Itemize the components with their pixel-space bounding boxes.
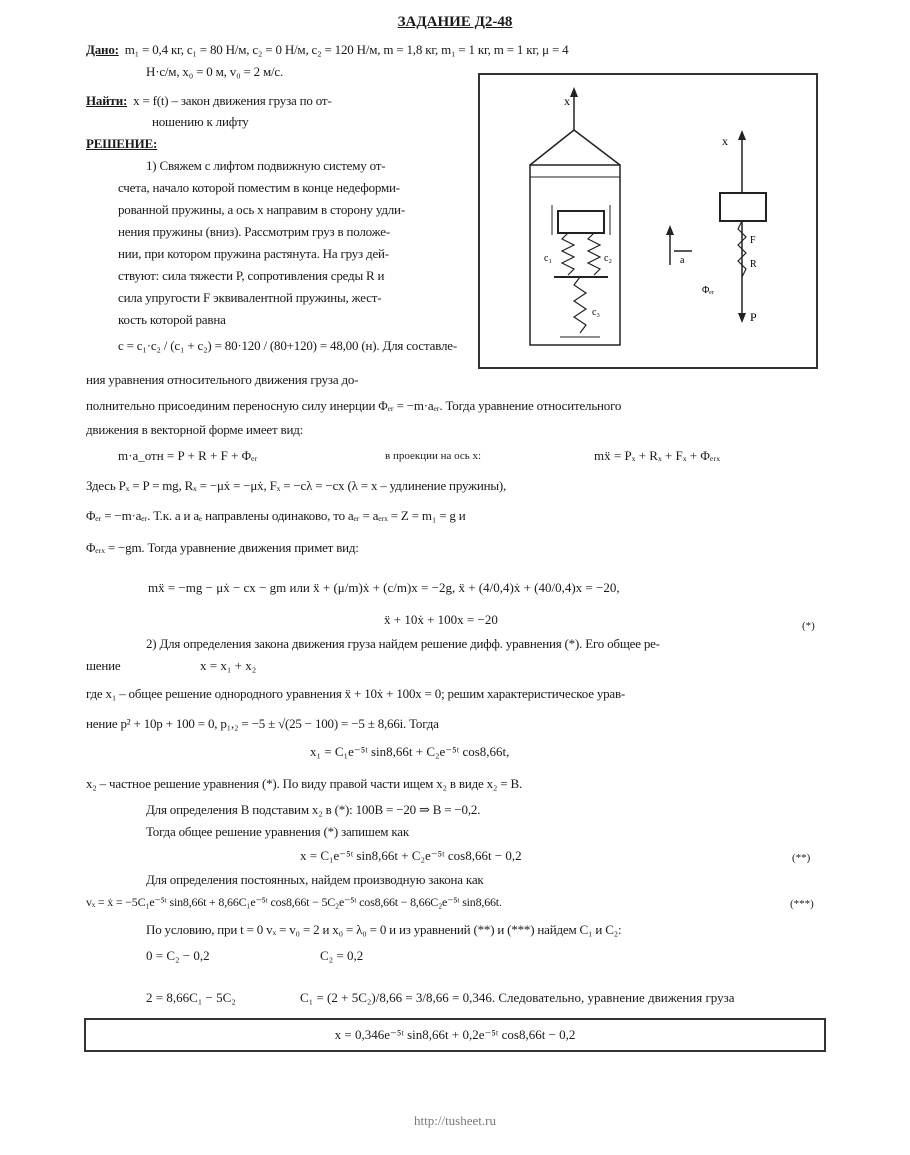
step2-line-1: 2) Для определения закона движения груза найдем решение дифф. уравнения (*). Его общее ре-: [146, 636, 660, 651]
spring-c2-icon: [588, 233, 600, 275]
text-line-11: движения в векторной форме имеет вид:: [86, 422, 304, 437]
inertia-line: Φₑᵣ = −m·aₑᵣ. Т.к. a и aₑ направлены одинаково, то aₑᵣ = aₑᵣₓ = Z = m₁ = g и: [86, 508, 466, 523]
step2-line-2: шение: [86, 658, 121, 673]
constant-equation-1a: 0 = C₂ − 0,2: [146, 948, 210, 963]
characteristic-line: нение p² + 10p + 100 = 0, p₁,₂ = −5 ± √(25 − 100) = −5 ± 8,66i. Тогда: [86, 716, 439, 731]
text-line-6: ствуют: сила тяжести P, сопротивления среды R и: [118, 268, 385, 283]
text-line-9: ния уравнения относительного движения груза до-: [86, 372, 359, 387]
text-line-2: счета, начало которой поместим в конце недеформи-: [118, 180, 400, 195]
mechanism-diagram: [480, 75, 816, 367]
spring-c1-icon: [562, 233, 574, 275]
x2-line: x₂ – частное решение уравнения (*). По виду правой части ищем x₂ в виде x₂ = B.: [86, 776, 522, 791]
find-label: Найти:: [86, 93, 128, 108]
constant-equation-2a: 2 = 8,66C₁ − 5C₂: [146, 990, 236, 1005]
R-label: R: [750, 259, 757, 270]
text-line-3: рованной пружины, а ось x направим в сторону удли-: [118, 202, 405, 217]
equation-number-3: (***): [790, 898, 814, 910]
text-line-8: кость которой равна: [118, 312, 226, 327]
text-line-7: сила упругости F эквивалентной пружины, жест-: [118, 290, 382, 305]
vector-equation: m·a_отн = P + R + F + Φₑᵣ: [118, 448, 258, 463]
roof-right: [574, 130, 620, 165]
find-text-1: x = f(t) – закон движения груза по от-: [133, 93, 332, 108]
spring-c3-icon: [574, 277, 586, 333]
c3-label: c₃: [592, 307, 600, 318]
text-line-10: полнительно присоединим переносную силу инерции Φₑᵣ = −m·aₑᵣ. Тогда уравнение относительного: [86, 398, 622, 413]
figure-frame: [478, 73, 818, 369]
motion-equation-1: mẍ = −mg − μẋ − cx − gm или ẍ + (μ/m)ẋ + (c/m)x = −2g, ẍ + (4/0,4)ẋ + (40/0,4)x = −20,: [148, 580, 620, 595]
equation-number-2: (**): [792, 852, 811, 864]
find-line-2: ношению к лифту: [152, 114, 249, 129]
P-label: P: [750, 310, 757, 324]
text-line-5: нии, при котором пружина растянута. На груз дей-: [118, 246, 389, 261]
answer-box: [84, 1018, 826, 1052]
given-line-1: [86, 42, 826, 58]
stiffness-formula: c = c₁·c₂ / (c₁ + c₂) = 80·120 / (80+120) = 48,00 (н). Для составле-: [118, 338, 457, 353]
load-block: [558, 211, 604, 233]
text-line-1: 1) Свяжем с лифтом подвижную систему от-: [146, 158, 386, 173]
find-line-1: [86, 93, 471, 109]
homogeneous-line: где x₁ – общее решение однородного уравнения ẍ + 10ẋ + 100x = 0; решим характеристическое урав-: [86, 686, 626, 701]
full-solution: x = C₁e⁻⁵ᵗ sin8,66t + C₂e⁻⁵ᵗ cos8,66t − 0,2: [300, 848, 522, 863]
motion-equation-2: ẍ + 10ẋ + 100x = −20: [384, 612, 498, 627]
constants-line: Для определения постоянных, найдем производную закона как: [146, 872, 484, 887]
F-label: F: [750, 235, 756, 246]
text-line-4: нения пружины (вниз). Рассмотрим груз в положе-: [118, 224, 390, 239]
footer-url: http://tusheet.ru: [414, 1113, 496, 1128]
initial-conditions-line: По условию, при t = 0 vₓ = v₀ = 2 и x₀ = λ₀ = 0 и из уравнений (**) и (***) найдем C₁ и C₂:: [146, 922, 622, 937]
Phi-label: Φₑᵣ: [702, 285, 715, 296]
acceleration-arrow-icon: [666, 225, 674, 235]
fbd-block: [720, 193, 766, 221]
projection-note: в проекции на ось x:: [385, 450, 482, 462]
given-label: Дано:: [86, 42, 119, 57]
given-text-1: m₁ = 0,4 кг, c₁ = 80 Н/м, c₂ = 0 Н/м, c₂ = 120 Н/м, m = 1,8 кг, m₁ = 1 кг, m = 1 кг, μ = 4: [124, 42, 569, 57]
projection-equation: mẍ = Pₓ + Rₓ + Fₓ + Φₑᵣₓ: [594, 448, 720, 463]
x1-solution: x₁ = C₁e⁻⁵ᵗ sin8,66t + C₂e⁻⁵ᵗ cos8,66t,: [310, 744, 510, 759]
right-axis-label: x: [722, 134, 728, 148]
left-axis-label: x: [564, 94, 570, 108]
lift-arrow-icon: [570, 87, 578, 97]
equation-number-1: (*): [802, 620, 815, 632]
a-label: a: [680, 255, 685, 266]
task-title: ЗАДАНИЕ Д2-48: [397, 14, 513, 30]
given-line-2: Н·с/м, x₀ = 0 м, v₀ = 2 м/с.: [146, 64, 284, 79]
fbd-top-arrow-icon: [738, 130, 746, 140]
roof-left: [530, 130, 574, 165]
c1-label: c₁: [544, 253, 552, 264]
b-line: Для определения B подставим x₂ в (*): 100B = −20 ⇒ B = −0,2.: [146, 802, 481, 817]
answer-formula: x = 0,346e⁻⁵ᵗ sin8,66t + 0,2e⁻⁵ᵗ cos8,66t − 0,2: [334, 1027, 576, 1042]
full-solution-intro: Тогда общее решение уравнения (*) запишем как: [146, 824, 409, 839]
velocity-equation: vₓ = ẋ = −5C₁e⁻⁵ᵗ sin8,66t + 8,66C₁e⁻⁵ᵗ cos8,66t − 5C₂e⁻⁵ᵗ cos8,66t − 8,66C₂e⁻⁵ᵗ sin8,66t.: [86, 895, 502, 909]
constant-equation-2b: C₁ = (2 + 5C₂)/8,66 = 3/8,66 = 0,346. Следовательно, уравнение движения груза: [300, 990, 735, 1005]
inertia-line-2: Φₑᵣₓ = −gm. Тогда уравнение движения примет вид:: [86, 540, 359, 555]
constant-equation-1b: C₂ = 0,2: [320, 948, 364, 963]
general-solution: x = x₁ + x₂: [200, 658, 257, 673]
fbd-bottom-arrow-icon: [738, 313, 746, 323]
c2-label: c₂: [604, 253, 612, 264]
solution-label: РЕШЕНИЕ:: [86, 136, 158, 151]
here-line: Здесь Pₓ = P = mg, Rₓ = −μẋ = −μẋ, Fₓ = −cλ = −cx (λ = x – удлинение пружины),: [86, 478, 507, 493]
